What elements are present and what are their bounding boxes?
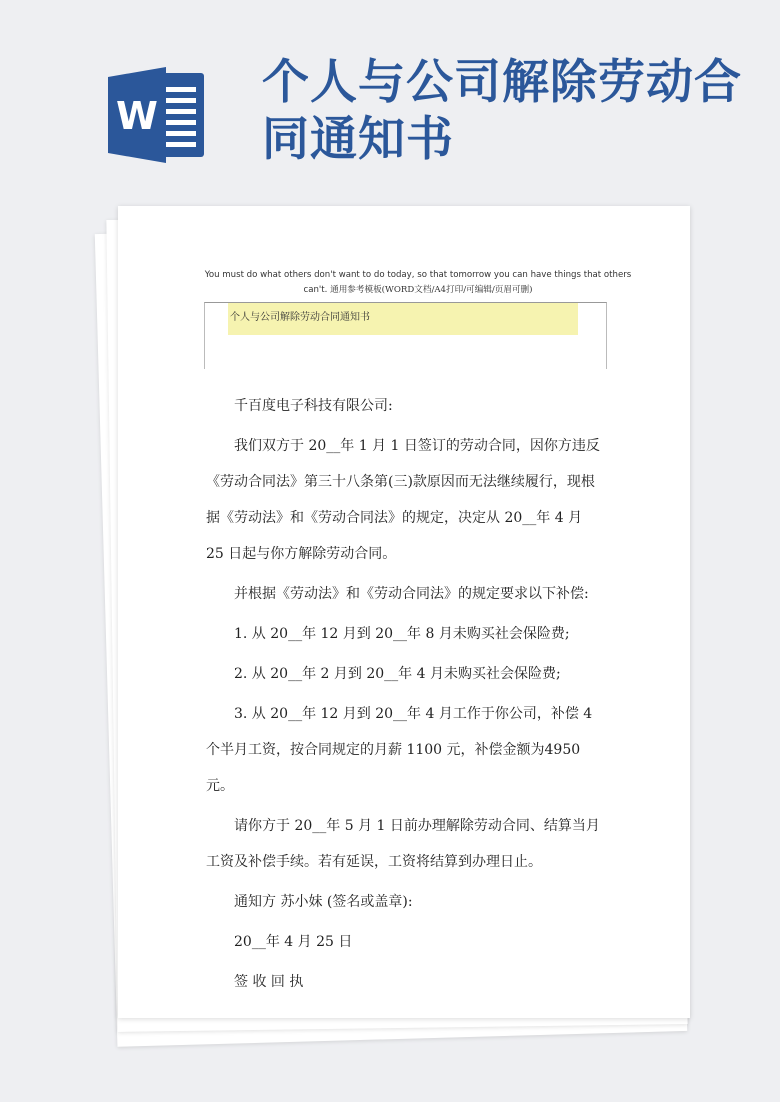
list-item: 1. 从 20__年 12 月到 20__年 8 月未购买社会保险费; — [234, 626, 570, 642]
page-title: 个人与公司解除劳动合同通知书 — [262, 55, 742, 167]
document-page — [118, 206, 690, 1018]
date-line: 20__年 4 月 25 日 — [234, 934, 353, 950]
svg-text:W: W — [116, 94, 158, 138]
list-item: 2. 从 20__年 2 月到 20__年 4 月未购买社会保险费; — [234, 666, 561, 682]
header-chinese: 通用参考模板(WORD文档/A4打印/可编辑/页眉可删) — [330, 285, 533, 295]
header-highlight-text: 个人与公司解除劳动合同通知书 — [230, 312, 370, 323]
paragraph: 请你方于 20__年 5 月 1 日前办理解除劳动合同、结算当月工资及补偿手续。若有延误，工资将结算到办理日止。 — [206, 818, 600, 870]
paragraph: 并根据《劳动法》和《劳动合同法》的规定要求以下补偿: — [234, 586, 589, 602]
receipt-heading: 签 收 回 执 — [234, 974, 304, 990]
recipient: 千百度电子科技有限公司: — [234, 398, 393, 414]
header-highlight — [228, 303, 578, 335]
paragraph: 我们双方于 20__年 1 月 1 日签订的劳动合同，因你方违反《劳动合同法》第三十八条第(三)款原因而无法继续履行，现根据《劳动法》和《劳动合同法》的规定，决定从 20__年 4 月 25 日起与你方解除劳动合同。 — [206, 438, 600, 562]
document-header — [204, 268, 632, 298]
notifier-line: 通知方 苏小妹 (签名或盖章): — [234, 894, 413, 910]
header-english: You must do what others don't want to do today, so that tomorrow you can have things that others can't. — [204, 270, 632, 295]
document-body — [206, 388, 604, 1000]
list-item: 3. 从 20__年 12 月到 20__年 4 月工作于你公司，补偿 4 个半月工资，按合同规定的月薪 1100 元，补偿金额为4950 元。 — [206, 706, 593, 794]
word-icon — [108, 67, 208, 163]
